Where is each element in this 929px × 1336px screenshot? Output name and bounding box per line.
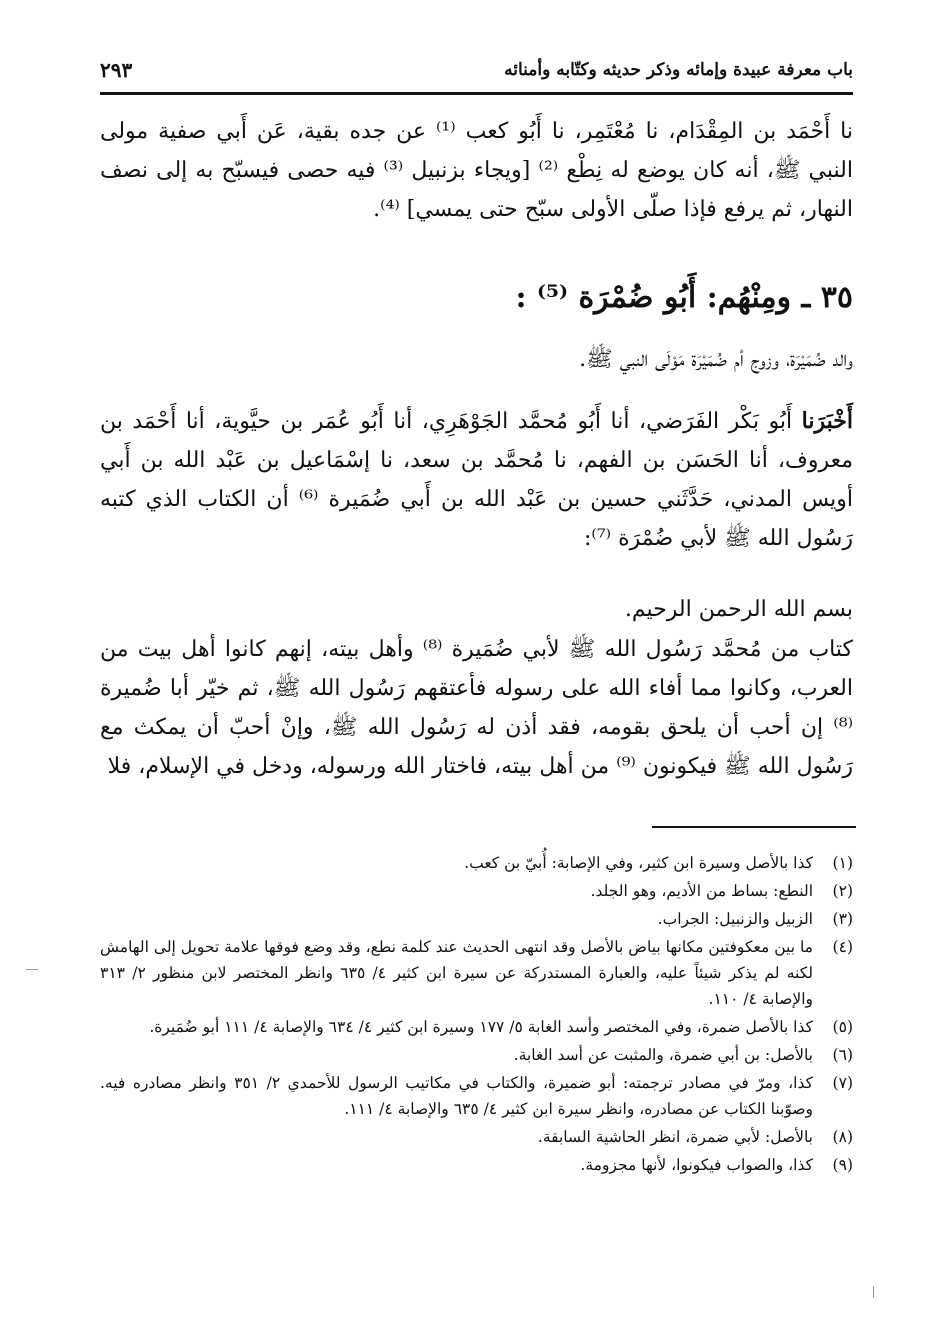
section-heading-abu-damra: ٣٥ ـ ومِنْهُم: أَبُو ضُمْرَة ⁽⁵⁾ : — [515, 280, 853, 315]
footnote-item — [100, 906, 853, 932]
running-header — [100, 52, 853, 95]
footnote-text: ما بين معكوفتين مكانها بياض بالأصل وقد انتهى الحديث عند كلمة نطع، وقد وضع فوقها علامة تحويل إلى الهامش لكنه لم يذكر شيئاً عليه، والعبارة المستدركة عن سيرة ابن كثير ٤/ ٦٣٥ وانظر المختصر لابن منظور ٢/ ٣١٣ والإصابة ٤/ ١١٠. — [100, 938, 813, 1008]
isnad-text: أَبُو بَكْر الفَرَضي، أنا أَبُو مُحمَّد الجَوْهَرِي، أنا أَبُو عُمَر بن حيَّوية، أنا أَحْمَد بن معروف، أنا الحَسَن بن الفهم، نا مُحمَّد بن سعد، نا إسْمَاعيل بن عَبْد الله بن أَبي أويس المدني، حَدَّثَني حسين بن عَبْد الله بن أَبي ضُمَيرة ⁽⁶⁾ أن الكتاب الذي كتبه رَسُول الله ﷺ لأبي ضُمْرَة ⁽⁷⁾: — [100, 409, 854, 551]
footnote-text: الزبيل والزنبيل: الجراب. — [657, 910, 813, 928]
footnote-item — [100, 1014, 853, 1040]
paragraph-letter: كتاب من مُحمَّد رَسُول الله ﷺ لأبي ضُمَيرة ⁽⁸⁾ وأهل بيته، إنهم كانوا أهل بيت من العرب، وكانوا مما أفاء الله على رسوله فأعتقهم رَسُول الله ﷺ، ثم خيّر أبا ضُميرة ⁽⁸⁾ إن أحب أن يلحق بقومه، فقد أذن له رَسُول الله ﷺ، وإنْ أحبّ أن يمكث مع رَسُول الله ﷺ فيكونون ⁽⁹⁾ من أهل بيته، فاختار الله ورسوله، ودخل في الإسلام، فلا — [100, 637, 854, 779]
akhbarana-lead: أَخْبَرَنا — [801, 408, 853, 434]
paragraph-isnad — [100, 402, 853, 558]
footnote-separator — [652, 826, 856, 828]
footnote-text: كذا، والصواب فيكونوا، لأنها مجزومة. — [580, 1156, 813, 1174]
paragraph-hadith-abu-safiya: نا أَحْمَد بن المِقْدَام، نا مُعْتَمِر، نا أَبُو كعب ⁽¹⁾ عن جده بقية، عَن أَبي صفية مولى النبي ﷺ، أنه كان يوضع له نِطْع ⁽²⁾ [ويجاء بزنبيل ⁽³⁾ فيه حصى فيسبّح به إلى نصف النهار، ثم يرفع فإذا صلّى الأولى سبّح حتى يمسي] ⁽⁴⁾. — [100, 119, 853, 222]
footnote-text: بالأصل: لأبي ضمرة، انظر الحاشية السابقة. — [537, 1128, 813, 1146]
footnote-item — [100, 878, 853, 904]
footnote-item — [100, 934, 853, 1012]
footnote-number: (٧) — [832, 1074, 853, 1092]
footnote-number: (٦) — [832, 1046, 853, 1064]
paragraph-basmala: بسم الله الرحمن الرحيم. — [624, 597, 853, 622]
footnote-text: كذا بالأصل وسيرة ابن كثير، وفي الإصابة: أُبيّ بن كعب. — [464, 854, 813, 872]
footnote-item — [100, 1124, 853, 1150]
footnote-number: (١) — [832, 854, 853, 872]
footnote-number: (٨) — [832, 1128, 853, 1146]
footnote-number: (٢) — [832, 882, 853, 900]
paragraph-description: والد ضُمَيْرَة، وزوج أم ضُمَيْرَة مَوْلَى النبي ﷺ. — [579, 347, 853, 372]
footnote-item — [100, 850, 853, 876]
footnote-number: (٤) — [832, 938, 853, 956]
scan-stray-mark — [873, 1286, 874, 1298]
footnote-item — [100, 1042, 853, 1068]
footnote-number: (٩) — [832, 1156, 853, 1174]
footnote-item — [100, 1152, 853, 1178]
footnote-number: (٥) — [832, 1018, 853, 1036]
footnote-number: (٣) — [832, 910, 853, 928]
page-number: ٢٩٣ — [100, 58, 133, 82]
footnotes-list — [100, 850, 853, 1180]
footnote-text: كذا بالأصل ضمرة، وفي المختصر وأسد الغابة ٥/ ١٧٧ وسيرة ابن كثير ٤/ ٦٣٤ والإصابة ٤/ ١١١ أبو ضُمَيرة. — [149, 1018, 813, 1036]
footnote-text: كذا، ومرّ في مصادر ترجمته: أبو ضميرة، والكتاب في مكاتيب الرسول للأحمدي ٢/ ٣٥١ وانظر مصادره فيه. وصوّبنا الكتاب عن مصادره، وانظر سيرة ابن كثير ٤/ ٦٣٥ والإصابة ٤/ ١١١. — [100, 1074, 813, 1118]
scan-margin-mark — [26, 969, 38, 970]
footnote-text: بالأصل: بن أبي ضمرة، والمثبت عن أسد الغابة. — [513, 1046, 813, 1064]
footnote-item — [100, 1070, 853, 1122]
footnote-text: النطع: بساط من الأديم، وهو الجلد. — [590, 882, 813, 900]
chapter-title: باب معرفة عبيدة وإمائه وذكر حديثه وكتّابه وأمنائه — [504, 60, 853, 80]
